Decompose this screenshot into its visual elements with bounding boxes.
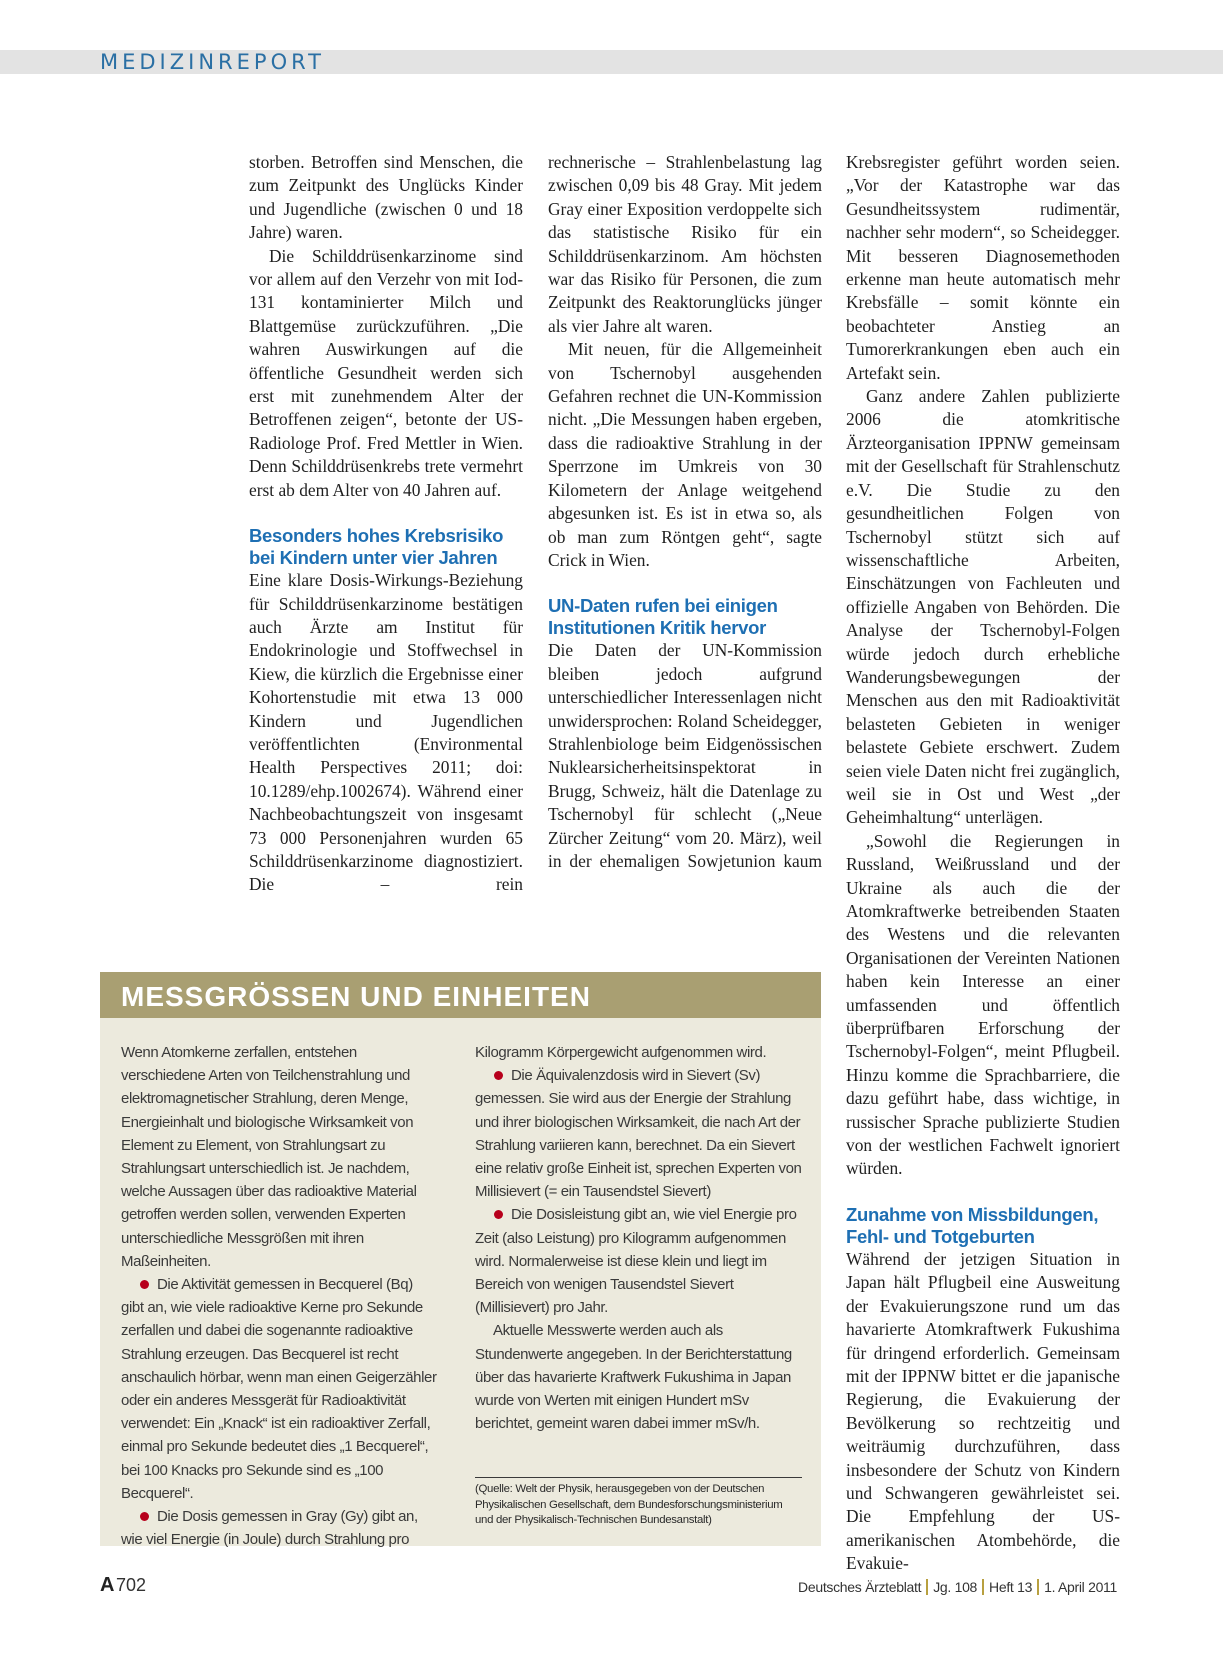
subheading: Besonders hohes Krebsrisiko bei Kindern unter vier Jahren bbox=[249, 525, 504, 569]
paragraph: storben. Betroffen sind Menschen, die zum Zeitpunkt des Unglücks Kinder und Jugendliche (zwischen 0 und 18 Jahre) waren. bbox=[249, 152, 523, 243]
footer-separator bbox=[982, 1579, 984, 1595]
article-column-3 bbox=[846, 151, 1120, 1576]
source-note: (Quelle: Welt der Physik, herausgegeben von der Deutschen Physikalischen Gesellschaft, dem Bundesforschungsministerium und der Physikalisch-Technischen Bundesanstalt) bbox=[475, 1483, 783, 1526]
paragraph: Ganz andere Zahlen publizierte 2006 die atomkritische Ärzteorganisation IPPNW gemeinsam mit der Gesellschaft für Strahlenschutz e.V. Die Studie zu den gesundheitlichen Folgen von Tschernobyl stützt sich auf wissenschaftliche Arbeiten, Einschätzungen von Fachleuten und offizielle Angaben von Behörden. Die Analyse der Tschernobyl-Folgen würde jedoch durch erhebliche Wanderungsbewegungen der Menschen aus den mit Radioaktivität belasteten Gebieten in weniger belastete Gebiete erschwert. Zudem seien viele Daten nicht frei zugänglich, weil sie in Ost und West „der Geheimhaltung“ unterlägen. bbox=[846, 386, 1120, 828]
journal-date: 1. April 2011 bbox=[1044, 1579, 1117, 1595]
info-box bbox=[100, 972, 821, 1549]
journal-volume: Jg. 108 bbox=[933, 1579, 978, 1595]
info-box-column-1 bbox=[121, 1041, 439, 1551]
footer-citation bbox=[798, 1579, 1117, 1595]
section-label: MEDIZINREPORT bbox=[100, 50, 325, 74]
subheading: UN-Daten rufen bei einigen Institutionen Kritik hervor bbox=[548, 595, 778, 639]
paragraph: Wenn Atomkerne zerfallen, entstehen verschiedene Arten von Teilchenstrahlung und elektromagnetischer Strahlung, deren Menge, Energieinhalt und biologische Wirksamkeit von Element zu Element, von Strahlungsart zu Strahlungsart unterschiedlich ist. Je nachdem, welche Aussagen über das radioaktive Material getroffen werden sollen, verwenden Experten unterschiedliche Messgrößen mit ihren Maßeinheiten. bbox=[121, 1044, 417, 1270]
bullet-icon bbox=[140, 1280, 149, 1289]
paragraph: Eine klare Dosis-Wirkungs-Beziehung für Schilddrüsenkarzinome bestätigen auch Ärzte am Institut für Endokrinologie und Stoffwechsel in Kiew, die kürzlich die Ergebnisse einer Kohortenstudie mit etwa 13 000 Kindern und Jugendlichen veröffentlichten (Environmental Health Perspectives 2011; doi: 10.1289/ehp.1002674). Während einer Nachbeobachtungszeit von insgesamt 73 000 Personenjahren wurden 65 Schilddrüsenkarzinome diagnostiziert. Die – rein bbox=[249, 570, 523, 895]
paragraph: Mit neuen, für die Allgemeinheit von Tschernobyl ausgehenden Gefahren rechnet die UN-Kommission nicht. „Die Messungen haben ergeben, dass die radioaktive Strahlung in der Sperrzone im Umkreis von 30 Kilometern der Anlage weitgehend abgesunken ist. Es ist in etwa so, als ob man zum Röntgen geht“, sagte Crick in Wien. bbox=[548, 339, 822, 570]
bullet-item: Die Dosisleistung gibt an, wie viel Energie pro Zeit (also Leistung) pro Kilogramm aufgenommen wird. Normalerweise ist diese klein und liegt im Bereich von wenigen Tausendstel Sievert (Millisievert) pro Jahr. bbox=[475, 1206, 797, 1317]
article-column-2 bbox=[548, 151, 822, 873]
article-column-1 bbox=[249, 151, 523, 897]
paragraph: „Sowohl die Regierungen in Russland, Weißrussland und der Ukraine als auch die der Atomkraftwerke betreibenden Staaten des Westens und die relevanten Organisationen der Vereinten Nationen haben kein Interesse an einer umfassenden und öffentlich überprüfbaren Erforschung der Tschernobyl-Folgen“, meint Pflugbeil. Hinzu komme die Sprachbarriere, die dazu geführt habe, dass wichtige, in russischer Sprache publizierte Studien von der westlichen Fachwelt ignoriert würden. bbox=[846, 830, 1120, 1179]
paragraph: rechnerische – Strahlenbelastung lag zwischen 0,09 bis 48 Gray. Mit jedem Gray einer Exposition verdoppelte sich das statistische Risiko für ein Schilddrüsenkarzinom. Am höchsten war das Risiko für Personen, die zum Zeitpunkt des Reaktorunglücks jünger als vier Jahre alt waren. bbox=[548, 152, 822, 336]
bullet-icon bbox=[140, 1512, 149, 1521]
source-divider bbox=[475, 1477, 802, 1478]
subheading: Zunahme von Missbildungen, Fehl- und Totgeburten bbox=[846, 1203, 1099, 1247]
paragraph: Kilogramm Körpergewicht aufgenommen wird. bbox=[475, 1044, 767, 1061]
paragraph: Krebsregister geführt worden seien. „Vor der Katastrophe war das Gesundheitssystem rudimentär, nachher sehr modern“, so Scheidegger. Mit besseren Diagnosemethoden erkenne man heute automatisch mehr Krebsfälle – somit könnte ein beobachteter Anstieg an Tumorerkrankungen eben auch ein Artefakt sein. bbox=[846, 152, 1120, 383]
footer-separator bbox=[926, 1579, 928, 1595]
footer-section-letter: A bbox=[100, 1574, 115, 1596]
page-number: 702 bbox=[116, 1575, 147, 1595]
bullet-item: Die Äquivalenzdosis wird in Sievert (Sv) gemessen. Sie wird aus der Energie der Strahlung und ihrer biologischen Wirksamkeit, die nach Art der Strahlung variieren kann, berechnet. Da ein Sievert eine relativ große Einheit ist, sprechen Experten von Millisievert (= ein Tausendstel Sievert) bbox=[475, 1067, 802, 1201]
info-box-title: MESSGRÖSSEN UND EINHEITEN bbox=[121, 981, 591, 1012]
footer-separator bbox=[1037, 1579, 1039, 1595]
info-box-header bbox=[100, 972, 821, 1018]
journal-name: Deutsches Ärzteblatt bbox=[798, 1579, 922, 1595]
bullet-icon bbox=[494, 1210, 503, 1219]
bullet-item: Die Aktivität gemessen in Becquerel (Bq) gibt an, wie viele radioaktive Kerne pro Sekunde zerfallen und dabei die sogenannte radioaktive Strahlung erzeugen. Das Becquerel ist recht anschaulich hörbar, wenn man einen Geigerzähler oder ein anderes Messgerät für Radioaktivität verwendet: Ein „Knack“ ist ein radioaktiver Zerfall, einmal pro Sekunde bedeutet dies „1 Becquerel“, bei 100 Knacks pro Sekunde sind es „100 Becquerel“. bbox=[121, 1276, 437, 1502]
journal-issue: Heft 13 bbox=[989, 1579, 1033, 1595]
paragraph: Aktuelle Messwerte werden auch als Stundenwerte angegeben. In der Berichterstattung über das havarierte Kraftwerk Fukushima in Japan wurde von Werten mit einigen Hundert mSv berichtet, gemeint waren dabei immer mSv/h. bbox=[475, 1322, 792, 1433]
paragraph: Während der jetzigen Situation in Japan hält Pflugbeil eine Ausweitung der Evakuierungszone rund um das havarierte Atomkraftwerk Fukushima für dringend erforderlich. Gemeinsam mit der IPPNW bittet er die japanische Regierung, die Evakuierung der Bevölkerung so rechtzeitig und weiträumig durchzuführen, dass insbesondere der Schutz von Kindern und Schwangeren gewährleistet sei. Die Empfehlung der US-amerikanischen Atombehörde, die Evakuie- bbox=[846, 1248, 1120, 1574]
paragraph: Die Schilddrüsenkarzinome sind vor allem auf den Verzehr von mit Iod-131 kontaminierter Milch und Blattgemüse zurückzuführen. „Die wahren Auswirkungen auf die öffentliche Gesundheit werden sich erst mit zunehmendem Alter der Betroffenen zeigen“, betonte der US-Radiologe Prof. Fred Mettler in Wien. Denn Schilddrüsenkrebs trete vermehrt erst ab dem Alter von 40 Jahren auf. bbox=[249, 245, 523, 500]
info-box-column-2 bbox=[475, 1041, 802, 1435]
bullet-icon bbox=[494, 1071, 503, 1080]
bullet-item: Die Dosis gemessen in Gray (Gy) gibt an, wie viel Energie (in Joule) durch Strahlung pro bbox=[121, 1508, 418, 1549]
paragraph: Die Daten der UN-Kommission bleiben jedoch aufgrund unterschiedlicher Interessenlagen nicht unwidersprochen: Roland Scheidegger, Strahlenbiologe beim Eidgenössischen Nuklearsicherheitsinspektorat in Brugg, Schweiz, hält die Datenlage zu Tschernobyl für schlecht („Neue Zürcher Zeitung“ vom 20. März), weil in der ehemaligen Sowjetunion kaum bbox=[548, 640, 822, 871]
